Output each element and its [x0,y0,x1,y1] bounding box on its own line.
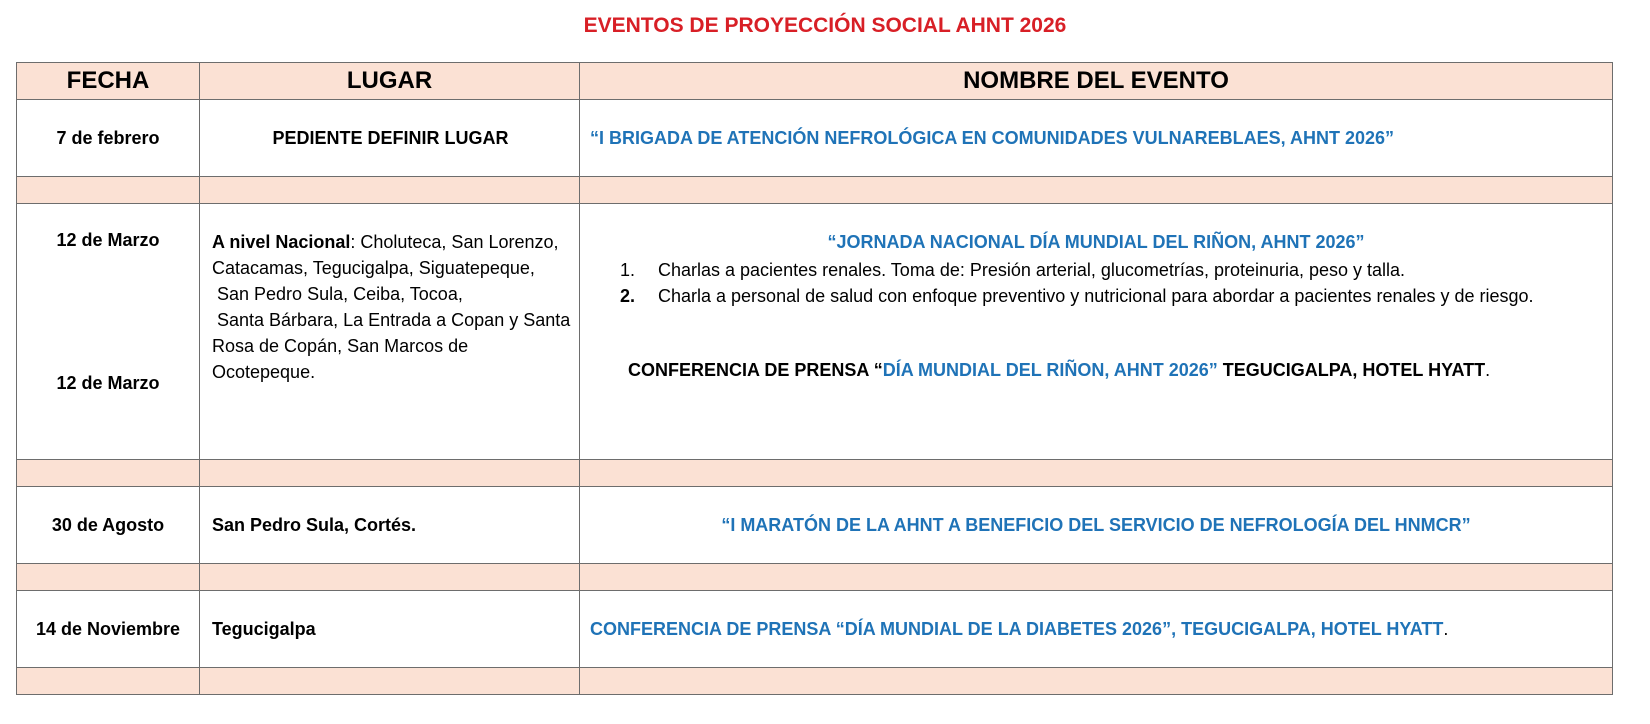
event-date: 14 de Noviembre [17,591,200,668]
event-date: 7 de febrero [17,100,200,177]
event-date: 30 de Agosto [17,487,200,564]
event-name: “JORNADA NACIONAL DÍA MUNDIAL DEL RIÑON, AHNT 2026” [827,232,1365,252]
press-conference-line [590,357,1602,383]
place-line: Santa Bárbara, La Entrada a Copan y Santa [212,310,571,330]
header-fecha: FECHA [17,63,200,100]
event-date-secondary: 12 de Marzo [56,373,160,393]
table-row [17,487,1613,564]
list-item: 1. Charlas a pacientes renales. Toma de: Presión arterial, glucometrías, proteinuria, peso y talla. [640,257,1602,283]
place-line: Rosa de Copán, San Marcos de Ocotepeque. [212,336,469,382]
event-name-cell [580,204,1613,460]
table-row [17,100,1613,177]
event-place: Tegucigalpa [200,591,580,668]
conf-period: . [1485,360,1491,380]
header-evento: NOMBRE DEL EVENTO [580,63,1613,100]
page-title: EVENTOS DE PROYECCIÓN SOCIAL AHNT 2026 [583,14,1067,37]
event-name: “I MARATÓN DE LA AHNT A BENEFICIO DEL SERVICIO DE NEFROLOGÍA DEL HNMCR” [580,487,1613,564]
table-row [17,204,1613,460]
place-line: San Pedro Sula, Ceiba, Tocoa, [212,284,463,304]
conf-venue: TEGUCIGALPA, HOTEL HYATT [1217,360,1486,380]
spacer-row [17,564,1613,591]
table-header-row [17,63,1613,100]
event-date-cell [17,204,200,460]
event-place: PEDIENTE DEFINIR LUGAR [200,100,580,177]
event-place: San Pedro Sula, Cortés. [200,487,580,564]
event-place [200,204,580,460]
spacer-row [17,668,1613,695]
event-name: CONFERENCIA DE PRENSA “DÍA MUNDIAL DE LA DIABETES 2026”, TEGUCIGALPA, HOTEL HYATT [590,618,1444,639]
event-name: “I BRIGADA DE ATENCIÓN NEFROLÓGICA EN COMUNIDADES VULNAREBLAES, AHNT 2026” [580,100,1613,177]
table-row [17,591,1613,668]
spacer-row [17,177,1613,204]
header-lugar: LUGAR [200,63,580,100]
place-line: : Choluteca, San Lorenzo, [350,232,559,252]
activity-list [590,257,1602,309]
spacer-row [17,460,1613,487]
place-scope-label: A nivel Nacional [212,232,351,252]
conf-prefix: CONFERENCIA DE PRENSA “ [628,360,883,380]
event-date: 12 de Marzo [56,230,160,250]
events-table [16,62,1613,695]
event-name-cell [580,591,1613,668]
event-period: . [1443,618,1449,639]
place-line: Catacamas, Tegucigalpa, Siguatepeque, [212,258,535,278]
list-item: 2. Charla a personal de salud con enfoque preventivo y nutricional para abordar a pacientes renales y de riesgo. [640,283,1602,309]
conf-event-name: DÍA MUNDIAL DEL RIÑON, AHNT 2026” [882,360,1218,380]
